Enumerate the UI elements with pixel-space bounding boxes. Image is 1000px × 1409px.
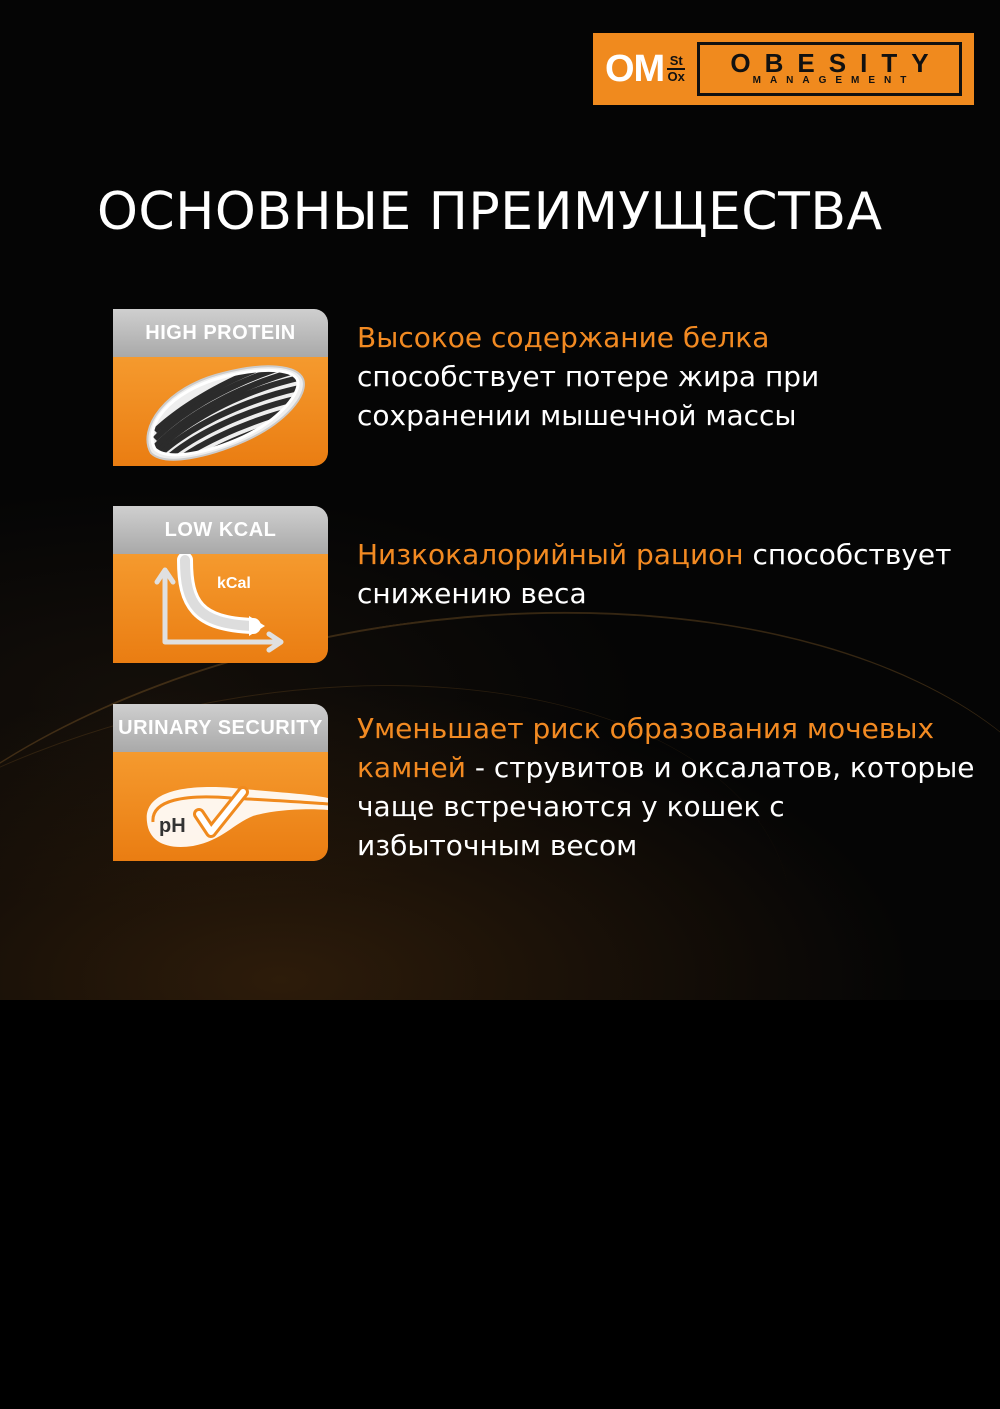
- muscle-icon: [113, 357, 328, 466]
- benefit-text: [357, 535, 977, 613]
- ph-label: pH: [159, 815, 186, 837]
- badge-body: [113, 357, 328, 466]
- page-title: ОСНОВНЫЕ ПРЕИМУЩЕСТВА: [97, 182, 883, 242]
- brand-logo: [593, 33, 974, 105]
- benefit-text: [357, 709, 977, 865]
- benefit-description: способствует снижению веса: [357, 538, 952, 610]
- logo-sub-top: St: [669, 53, 683, 68]
- benefit-text: [357, 318, 977, 435]
- kcal-curve-icon: [113, 554, 328, 663]
- benefit-description: способствует потере жира при сохранении мышечной массы: [357, 360, 820, 432]
- badge-body: [113, 554, 328, 663]
- benefit-description: - струвитов и оксалатов, которые чаще встречаются у кошек с избыточным весом: [357, 751, 975, 862]
- badge-urinary-security: [113, 704, 328, 861]
- badge-label: URINARY SECURITY: [113, 704, 328, 752]
- kcal-label: kCal: [217, 575, 251, 592]
- badge-label: HIGH PROTEIN: [113, 309, 328, 357]
- badge-low-kcal: [113, 506, 328, 663]
- logo-frame: [697, 42, 962, 96]
- badge-label: LOW KCAL: [113, 506, 328, 554]
- badge-body: [113, 752, 328, 861]
- logo-sub-bottom: Ox: [667, 69, 685, 84]
- logo-sub: [667, 54, 685, 84]
- logo-line2: MANAGEMENT: [752, 75, 916, 86]
- benefit-highlight: Уменьшает риск образования мочевых камней: [357, 712, 935, 784]
- badge-high-protein: [113, 309, 328, 466]
- benefit-highlight: Низкокалорийный рацион: [357, 538, 744, 571]
- ph-check-icon: [113, 752, 328, 861]
- benefit-highlight: Высокое содержание белка: [357, 321, 770, 354]
- logo-line1: OBESITY: [730, 48, 943, 78]
- logo-main: OM: [605, 47, 665, 90]
